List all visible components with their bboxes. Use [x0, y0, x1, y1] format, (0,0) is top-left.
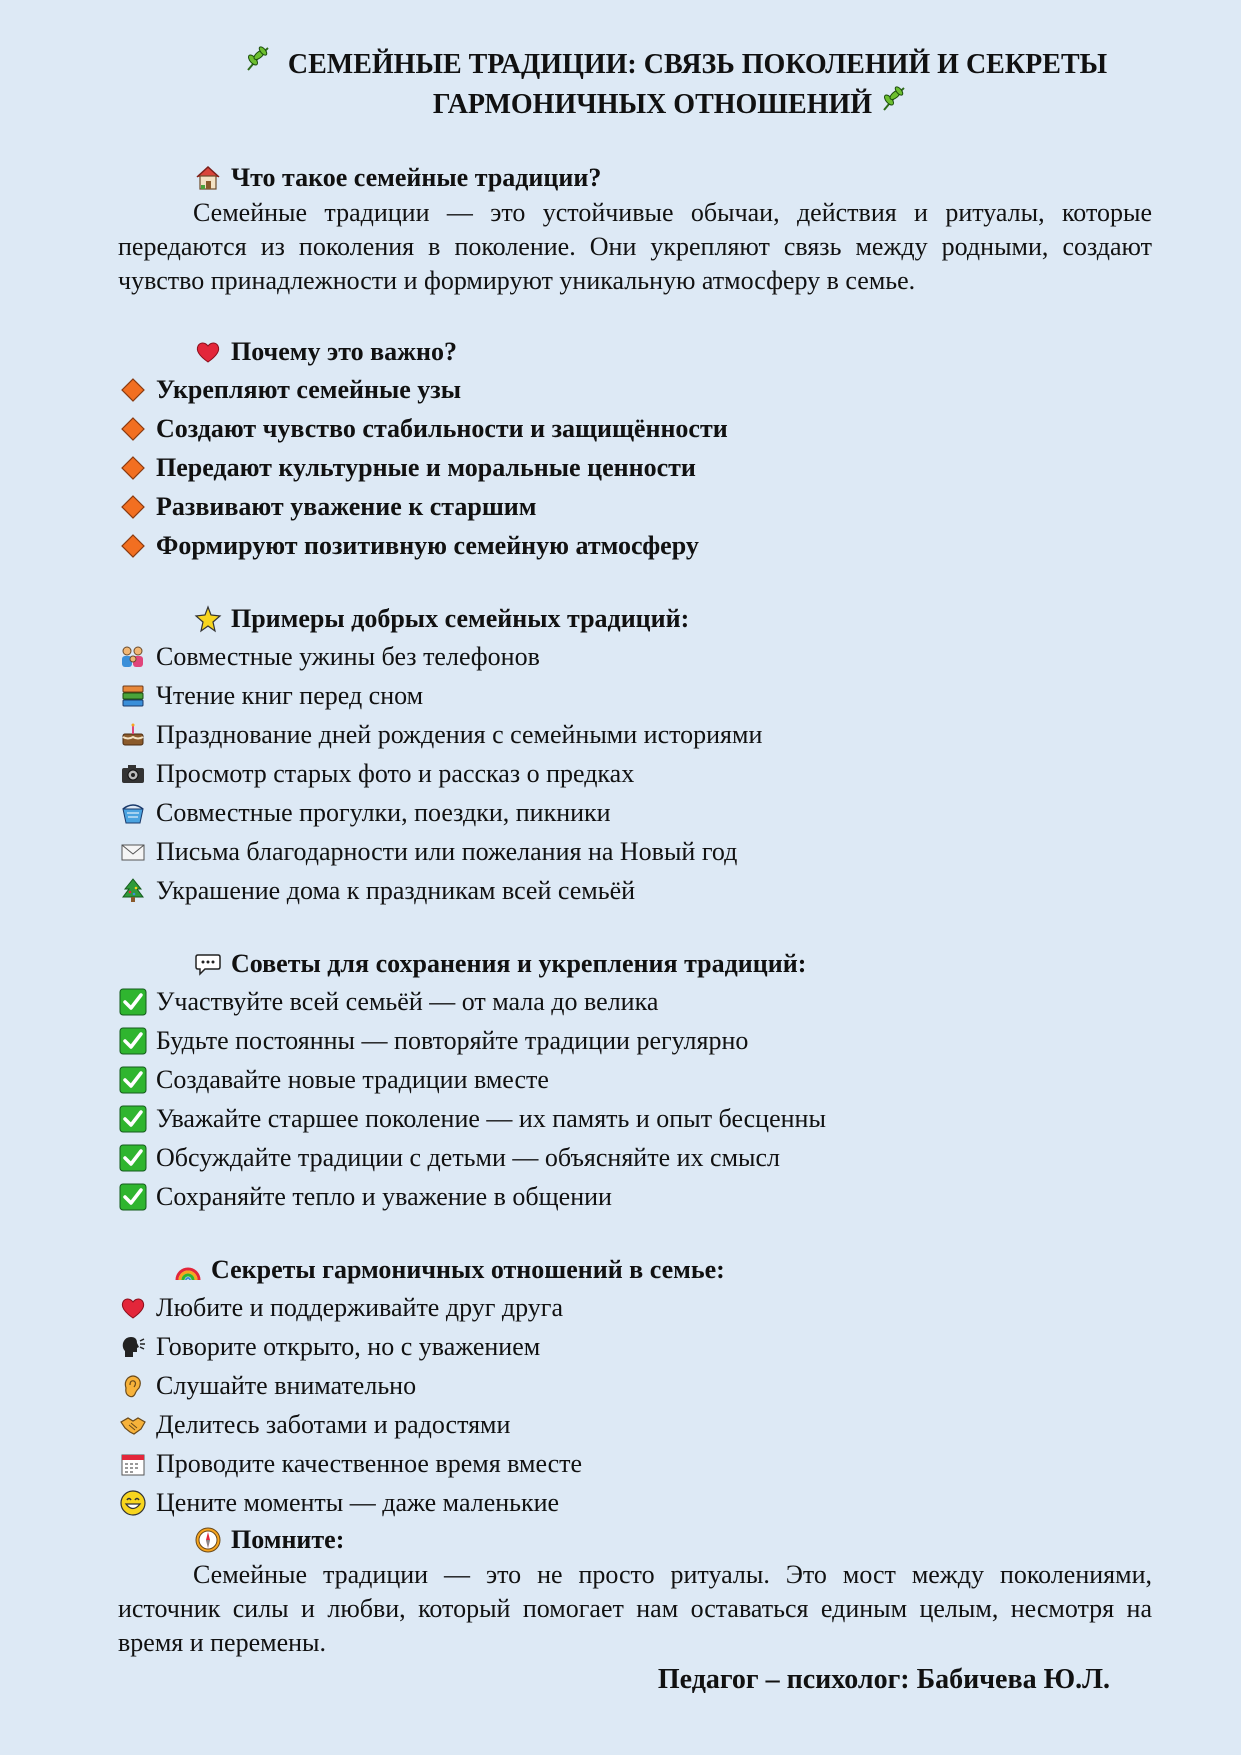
list-item [118, 982, 1152, 1021]
family-icon [118, 642, 148, 672]
list-item [118, 487, 1152, 526]
section-heading-examples [118, 601, 1152, 637]
section-heading-secrets [118, 1252, 1152, 1288]
list-item-text: Передают культурные и моральные ценности [156, 453, 696, 482]
list-item-text: Сохраняйте тепло и уважение в общении [156, 1182, 612, 1211]
list-item-text: Совместные прогулки, поездки, пикники [156, 798, 611, 827]
list-item [118, 832, 1152, 871]
rainbow-icon [173, 1255, 203, 1285]
section-heading-text: Секреты гармоничных отношений в семье: [211, 1255, 725, 1284]
orange-diamond-icon [118, 453, 148, 483]
list-item-text: Любите и поддерживайте друг друга [156, 1293, 563, 1322]
check-mark-icon [118, 1143, 148, 1173]
envelope-icon [118, 837, 148, 867]
paragraph-definition: Семейные традиции — это устойчивые обычаи, действия и ритуалы, которые передаются из поколения в поколение. Они укрепляют связь между родными, создают чувство принадлежности и формируют уникальную атмосферу в семье. [118, 198, 1152, 295]
list-item [118, 1060, 1152, 1099]
orange-diamond-icon [118, 492, 148, 522]
list-item [118, 637, 1152, 676]
signature: Педагог – психолог: Бабичева Ю.Л. [657, 1664, 1110, 1695]
section-heading-text: Помните: [231, 1525, 345, 1554]
list-item [118, 448, 1152, 487]
list-item-text: Письма благодарности или пожелания на Новый год [156, 837, 738, 866]
list-item-text: Уважайте старшее поколение — их память и опыт бесценны [156, 1104, 826, 1133]
check-mark-icon [118, 1104, 148, 1134]
section-heading-text: Советы для сохранения и укрепления традиций: [231, 949, 807, 978]
list-item [118, 1405, 1152, 1444]
section-heading-remember [118, 1522, 1152, 1558]
list-item [118, 1138, 1152, 1177]
title-line-1: СЕМЕЙНЫЕ ТРАДИЦИИ: СВЯЗЬ ПОКОЛЕНИЙ И СЕКРЕТЫ [287, 49, 1108, 80]
document-page [118, 44, 1152, 1700]
secrets-list [118, 1288, 1152, 1522]
list-item-text: Развивают уважение к старшим [156, 492, 537, 521]
why-list [118, 370, 1152, 565]
list-item-text: Формируют позитивную семейную атмосферу [156, 531, 699, 560]
ear-icon [118, 1371, 148, 1401]
orange-diamond-icon [118, 414, 148, 444]
list-item [118, 1177, 1152, 1216]
list-item [118, 1444, 1152, 1483]
list-item-text: Чтение книг перед сном [156, 681, 424, 710]
list-item [118, 793, 1152, 832]
list-item [118, 1099, 1152, 1138]
examples-list [118, 637, 1152, 910]
handshake-icon [118, 1410, 148, 1440]
paragraph-remember: Семейные традиции — это не просто ритуалы. Это мост между поколениями, источник силы и любви, который помогает нам оставаться единым целым, несмотря на время и перемены. [118, 1560, 1152, 1657]
section-heading-why [118, 334, 1152, 370]
list-item [118, 409, 1152, 448]
section-heading-text: Примеры добрых семейных традиций: [231, 604, 690, 633]
tips-list [118, 982, 1152, 1216]
orange-diamond-icon [118, 375, 148, 405]
list-item-text: Цените моменты — даже маленькие [156, 1488, 560, 1517]
camera-icon [118, 759, 148, 789]
basket-icon [118, 798, 148, 828]
speaking-head-icon [118, 1332, 148, 1362]
list-item [118, 370, 1152, 409]
list-item-text: Украшение дома к праздникам всей семьёй [156, 876, 636, 905]
page-title [118, 44, 1152, 124]
heart-icon [193, 337, 223, 367]
cake-icon [118, 720, 148, 750]
section-heading-tips [118, 946, 1152, 982]
section-heading-text: Что такое семейные традиции? [231, 163, 602, 192]
list-item [118, 1366, 1152, 1405]
list-item-text: Празднование дней рождения с семейными историями [156, 720, 763, 749]
list-item [118, 1288, 1152, 1327]
star-icon [193, 604, 223, 634]
check-mark-icon [118, 1065, 148, 1095]
list-item [118, 754, 1152, 793]
list-item-text: Будьте постоянны — повторяйте традиции регулярно [156, 1026, 749, 1055]
check-mark-icon [118, 1026, 148, 1056]
list-item [118, 676, 1152, 715]
calendar-icon [118, 1449, 148, 1479]
orange-diamond-icon [118, 531, 148, 561]
section-heading-what [118, 160, 1152, 196]
list-item [118, 526, 1152, 565]
list-item-text: Создавайте новые традиции вместе [156, 1065, 549, 1094]
list-item [118, 1021, 1152, 1060]
smile-icon [118, 1488, 148, 1518]
list-item-text: Участвуйте всей семьёй — от мала до велика [156, 987, 659, 1016]
list-item-text: Создают чувство стабильности и защищённости [156, 414, 728, 443]
list-item-text: Говорите открыто, но с уважением [156, 1332, 541, 1361]
list-item-text: Слушайте внимательно [156, 1371, 417, 1400]
check-mark-icon [118, 1182, 148, 1212]
title-line-2: ГАРМОНИЧНЫХ ОТНОШЕНИЙ [432, 89, 873, 120]
speech-bubble-icon [193, 949, 223, 979]
section-heading-text: Почему это важно? [231, 337, 458, 366]
herb-icon [879, 84, 909, 114]
list-item-text: Делитесь заботами и радостями [156, 1410, 511, 1439]
list-item-text: Просмотр старых фото и рассказ о предках [156, 759, 635, 788]
christmas-tree-icon [118, 876, 148, 906]
herb-icon [243, 44, 273, 74]
list-item-text: Совместные ужины без телефонов [156, 642, 540, 671]
list-item [118, 1483, 1152, 1522]
list-item-text: Обсуждайте традиции с детьми — объясняйте их смысл [156, 1143, 781, 1172]
list-item-text: Укрепляют семейные узы [156, 375, 462, 404]
list-item [118, 715, 1152, 754]
list-item [118, 871, 1152, 910]
books-icon [118, 681, 148, 711]
list-item-text: Проводите качественное время вместе [156, 1449, 583, 1478]
check-mark-icon [118, 987, 148, 1017]
heart-icon [118, 1293, 148, 1323]
house-icon [193, 163, 223, 193]
compass-icon [193, 1525, 223, 1555]
list-item [118, 1327, 1152, 1366]
